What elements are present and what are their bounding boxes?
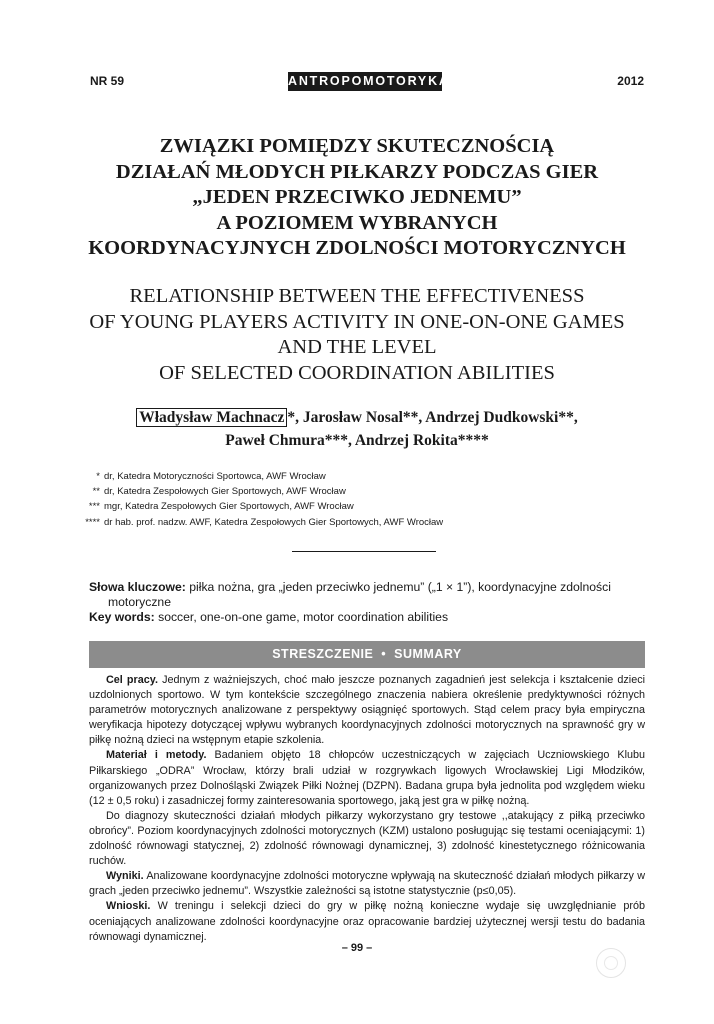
keywords-en-label: Key words: xyxy=(89,610,155,625)
title-pl-line: DZIAŁAŃ MŁODYCH PIŁKARZY PODCZAS GIER xyxy=(115,160,599,183)
affiliation-item xyxy=(86,484,566,499)
affiliation-item xyxy=(86,515,566,530)
title-polish xyxy=(40,134,674,262)
material-text: Badaniem objęto 18 chłopców uczestniczących w zajęciach Uczniowskiego Klubu Piłkarskiego „ODRA” Wrocław, którzy brali udział w rozgrywkach ligowych Wrocławskiej Ligi Młodzików, organizowanych przez Dolnośląski Związek Piłki Nożnej (DZPN). Badana grupa była jednolita pod względem wieku (12 ± 0,5 roku) i zasadniczej formy zainteresowania sportowego, jaką jest gra w piłkę nożną. xyxy=(89,749,645,807)
summary-banner: STRESZCZENIE • SUMMARY xyxy=(89,641,645,668)
title-pl-line: „JEDEN PRZECIWKO JEDNEMU” xyxy=(192,186,522,208)
aim-label: Cel pracy. xyxy=(106,674,158,686)
affiliations xyxy=(86,469,566,530)
abstract-aim xyxy=(89,673,645,748)
publication-year: 2012 xyxy=(617,74,644,88)
title-en-line: AND THE LEVEL xyxy=(277,336,437,358)
affiliation-text: dr, Katedra Zespołowych Gier Sportowych, AWF Wrocław xyxy=(104,486,346,498)
keywords-en-text: soccer, one-on-one game, motor coordination abilities xyxy=(158,610,449,625)
abstract-body xyxy=(89,673,645,945)
keywords-pl-continuation: motoryczne xyxy=(108,595,171,610)
journal-name-label: ANTROPOMOTORYKA xyxy=(288,72,442,91)
title-pl-line: ZWIĄZKI POMIĘDZY SKUTECZNOŚCIĄ xyxy=(159,135,555,157)
first-author: Władysław Machnacz xyxy=(136,408,287,427)
separator-rule xyxy=(292,551,436,552)
title-en-line: OF SELECTED COORDINATION ABILITIES xyxy=(159,361,555,384)
keywords-block xyxy=(89,580,645,626)
abstract-results xyxy=(89,869,645,899)
watermark-icon xyxy=(596,948,626,978)
author-list xyxy=(40,406,674,452)
issue-number: NR 59 xyxy=(90,74,125,88)
affiliation-text: mgr, Katedra Zespołowych Gier Sportowych, AWF Wrocław xyxy=(104,501,354,513)
page-number: – 99 – xyxy=(341,942,373,954)
abstract-material xyxy=(89,748,645,808)
title-en-line: RELATIONSHIP BETWEEN THE EFFECTIVENESS xyxy=(129,285,585,307)
affiliation-mark: ** xyxy=(92,486,100,498)
title-pl-line: A POZIOMEM WYBRANYCH xyxy=(216,211,498,234)
affiliation-mark: *** xyxy=(88,501,100,513)
affiliation-text: dr, Katedra Motoryczności Sportowca, AWF Wrocław xyxy=(104,471,326,482)
title-en-line: OF YOUNG PLAYERS ACTIVITY IN ONE-ON-ONE GAMES xyxy=(89,310,625,333)
title-pl-line: KOORDYNACYJNYCH ZDOLNOŚCI MOTORYCZNYCH xyxy=(88,237,626,259)
affiliation-item xyxy=(86,469,566,484)
affiliation-mark: **** xyxy=(85,516,100,528)
conclusions-text: W treningu i selekcji dzieci do gry w piłkę nożną konieczne wydaje się uwzględnianie prób oceniających analizowane zdolności koordynacyjne oraz opracowanie bardziej użytecznej wersji testu do badania równowagi dynamicznej. xyxy=(89,900,645,943)
conclusions-label: Wnioski. xyxy=(106,900,151,913)
co-authors-line-2: Paweł Chmura***, Andrzej Rokita**** xyxy=(225,432,489,449)
abstract-conclusions xyxy=(89,899,645,944)
affiliation-mark: * xyxy=(96,471,100,482)
title-english xyxy=(40,284,674,386)
co-authors-line-1: *, Jarosław Nosal**, Andrzej Dudkowski**, xyxy=(287,409,578,426)
abstract-diagnosis: Do diagnozy skuteczności działań młodych piłkarzy wykorzystano gry testowe ,,atakujący z piłką przeciwko obrońcy”. Poziom koordynacyjnych zdolności motorycznych (KZM) ustalono posługując się testami oceniającymi: 1) zdolność równowagi statycznej, 2) zdolność równowagi dynamicznej, 3) zdolność kinestetycznego różnicowania ruchów. xyxy=(89,809,645,868)
aim-text: Jednym z ważniejszych, choć mało jeszcze poznanych zagadnień jest selekcja i kształcenie dzieci uzdolnionych sportowo. W tym kontekście szczególnego znaczenia nabiera określenie predyktywności różnych parametrów motorycznych analizowane z perspektywy osiągnięć sportowych. Stąd celem pracy była empiryczna weryfikacja hipotezy dotyczącej wpływu wybranych koordynacyjnych zdolności motorycznych na sprawność gry w piłkę nożną dzieci na wstępnym etapie szkolenia. xyxy=(89,674,646,747)
affiliation-item xyxy=(86,499,566,514)
keywords-pl-label: Słowa kluczowe: xyxy=(89,580,186,594)
affiliation-text: dr hab. prof. nadzw. AWF, Katedra Zespołowych Gier Sportowych, AWF Wrocław xyxy=(104,516,444,528)
running-header xyxy=(90,72,644,92)
results-label: Wyniki. xyxy=(106,870,144,883)
material-label: Materiał i metody. xyxy=(106,749,207,762)
keywords-pl-text: piłka nożna, gra „jeden przeciwko jednemu” („1 × 1”), koordynacyjne zdolności xyxy=(189,580,611,594)
results-text: Analizowane koordynacyjne zdolności motoryczne wpływają na skuteczność działań młodych piłkarzy w grach „jeden przeciwko jednemu”. Wszystkie zależności są istotne statystycznie (p≤0,05). xyxy=(89,870,645,898)
